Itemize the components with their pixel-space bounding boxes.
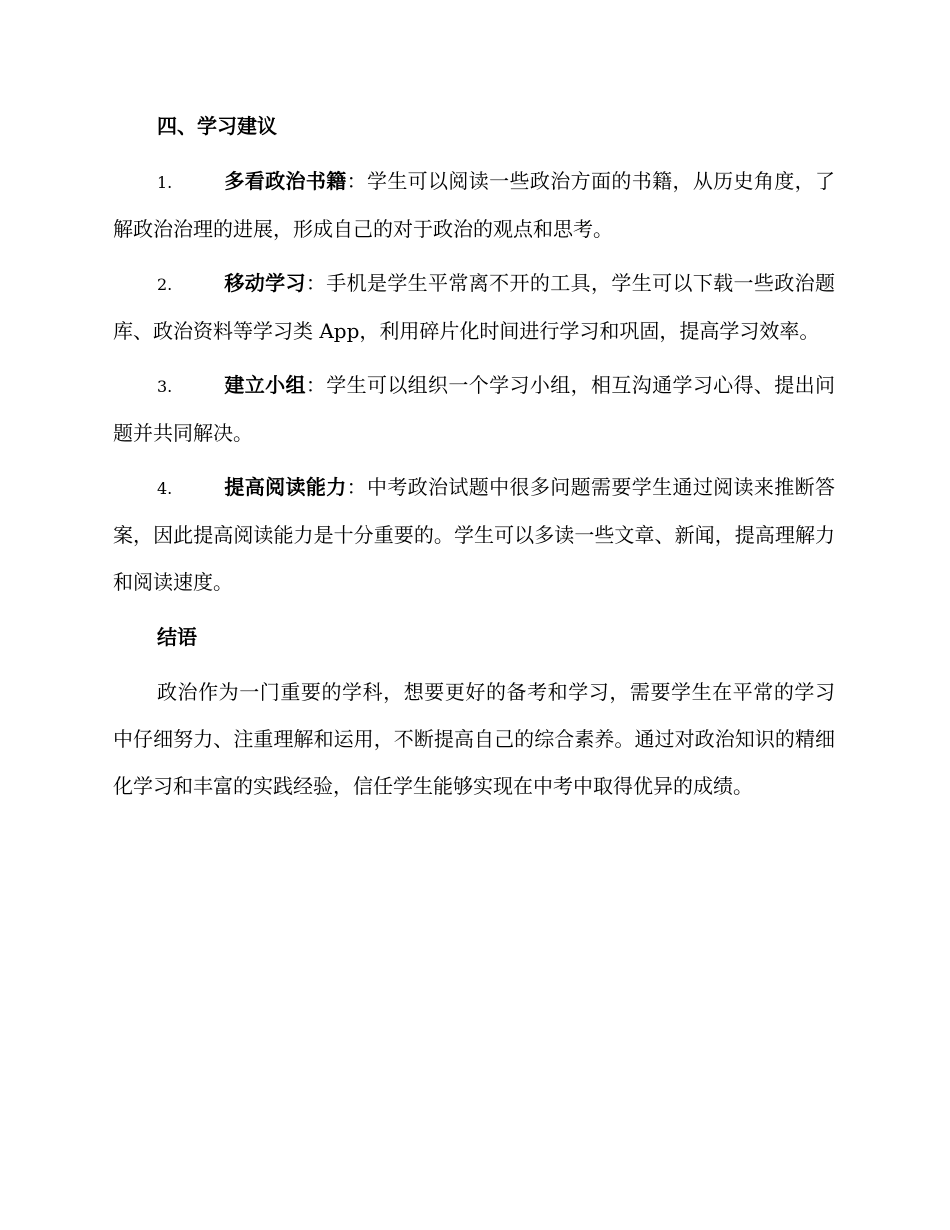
document-body	[113, 103, 835, 810]
conclusion-title: 结语	[157, 625, 197, 649]
list-term: 移动学习	[224, 271, 306, 295]
list-separator: ：	[305, 373, 327, 397]
list-text: 学生可以阅读一些政治方面的书籍，从历史角度，了解政治治理的进展，形成自己的对于政治的观点和思考。	[113, 169, 836, 241]
list-number: 2.	[157, 275, 173, 294]
list-text: 中考政治试题中很多问题需要学生通过阅读来推断答案，因此提高阅读能力是十分重要的。学生可以多读一些文章、新闻，提高理解力和阅读速度。	[113, 475, 836, 594]
list-item	[113, 158, 835, 253]
list-separator: ：	[346, 475, 367, 499]
list-separator: ：	[346, 169, 367, 193]
list-number: 4.	[157, 479, 173, 498]
section-title: 四、学习建议	[157, 114, 277, 138]
conclusion-paragraph: 政治作为一门重要的学科，想要更好的备考和学习，需要学生在平常的学习中仔细努力、注重理解和运用，不断提高自己的综合素养。通过对政治知识的精细化学习和丰富的实践经验，信任学生能够实现在中考中取得优异的成绩。	[113, 680, 835, 798]
list-text: 手机是学生平常离不开的工具，学生可以下载一些政治题库、政治资料等学习类 App，利用碎片化时间进行学习和巩固，提高学习效率。	[113, 271, 836, 343]
list-item	[113, 362, 835, 457]
list-number: 3.	[157, 377, 173, 396]
list-number: 1.	[157, 173, 173, 192]
list-term: 多看政治书籍	[224, 169, 347, 193]
list-term: 建立小组	[224, 373, 306, 397]
list-term: 提高阅读能力	[224, 475, 347, 499]
list-item	[113, 464, 835, 606]
list-separator: ：	[305, 271, 327, 295]
list-text: 学生可以组织一个学习小组，相互沟通学习心得、提出问题并共同解决。	[113, 373, 836, 445]
list-item	[113, 260, 835, 355]
